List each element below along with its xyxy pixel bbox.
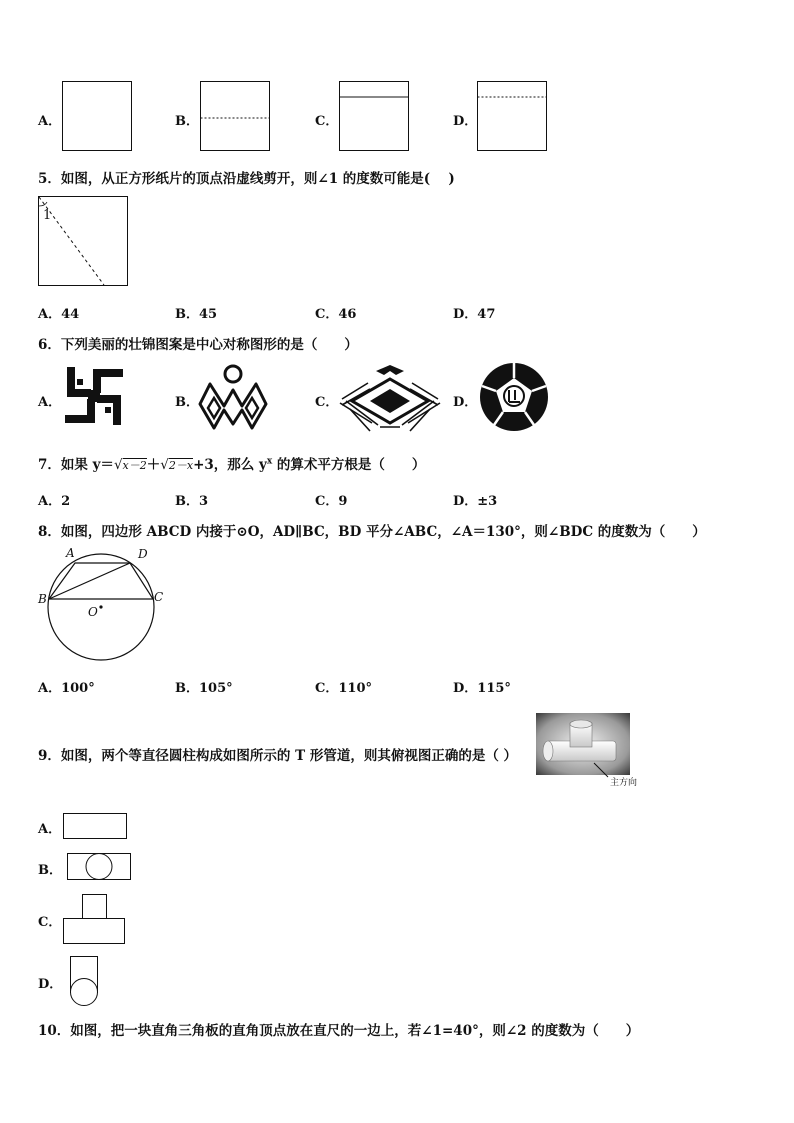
q4-option-a-figure <box>62 81 132 151</box>
q7-question-prefix: 7．如果 y＝ <box>38 457 114 473</box>
q6-option-d-pattern <box>479 362 549 432</box>
q9-option-c-label: C． <box>38 915 62 930</box>
q7-radicand-1: x－2 <box>122 459 147 472</box>
q8-question: 8．如图，四边形 ABCD 内接于⊙O，AD∥BC，BD 平分∠ABC，∠A＝130°，则∠BDC 的度数为（ ） <box>38 524 706 540</box>
q8-label-a: A <box>66 546 75 560</box>
q8-label-b: B <box>38 592 47 606</box>
q6-option-c-pattern <box>340 361 440 433</box>
q6-option-b-label: B． <box>175 395 199 410</box>
q8-label-c: C <box>154 590 164 604</box>
q4-option-b-figure <box>200 81 270 151</box>
q7-question <box>38 453 425 473</box>
q7-option-d: D．±3 <box>453 494 498 509</box>
q6-option-d-label: D． <box>453 395 478 410</box>
q8-circle-figure <box>36 545 166 665</box>
q9-option-a-label: A． <box>38 822 62 837</box>
q8-label-d: D <box>138 547 148 561</box>
q9-question: 9．如图，两个等直径圆柱构成如图所示的 T 形管道，则其俯视图正确的是（ ） <box>38 748 518 764</box>
q4-option-a-label: A． <box>38 114 62 129</box>
q10-question: 10．如图，把一块直角三角板的直角顶点放在直尺的一边上，若∠1=40°，则∠2 的度数为（ ） <box>38 1023 640 1039</box>
q7-option-b: B．3 <box>175 494 209 509</box>
q6-option-a-label: A． <box>38 395 62 410</box>
q7-sqrt-2: √2－x <box>160 457 194 473</box>
q5-option-c: C．46 <box>315 307 357 322</box>
q8-option-c: C．110° <box>315 681 372 696</box>
q7-option-a: A．2 <box>38 494 71 509</box>
q7-plus: ＋ <box>146 457 161 473</box>
q5-square-figure <box>38 196 128 286</box>
q6-question: 6．下列美丽的壮锦图案是中心对称图形的是（ ） <box>38 337 358 353</box>
q7-radicand-2: 2－x <box>168 459 194 472</box>
q4-option-c-figure <box>339 81 409 151</box>
q8-option-d: D．115° <box>453 681 511 696</box>
q4-option-b-label: B． <box>175 114 199 129</box>
q9-t-pipe-photo <box>536 713 630 775</box>
q4-option-c-label: C． <box>315 114 339 129</box>
q4-option-d-figure <box>477 81 547 151</box>
q9-option-c-figure <box>63 894 126 945</box>
q8-option-b: B．105° <box>175 681 233 696</box>
q9-option-d-label: D． <box>38 977 63 992</box>
q8-option-a: A．100° <box>38 681 95 696</box>
q7-question-suffix: +3，那么 y <box>193 457 267 473</box>
q9-direction-label: 主方向 <box>610 778 638 788</box>
q6-option-a-pattern <box>63 365 125 427</box>
q4-option-d-label: D． <box>453 114 478 129</box>
q7-question-end: 的算术平方根是（ ） <box>272 457 426 473</box>
q5-option-a: A．44 <box>38 307 80 322</box>
q8-label-o: O <box>88 605 98 619</box>
q5-option-b: B．45 <box>175 307 218 322</box>
q5-option-d: D．47 <box>453 307 496 322</box>
q7-exponent: x <box>266 456 273 467</box>
q6-option-c-label: C． <box>315 395 339 410</box>
q5-question: 5．如图，从正方形纸片的顶点沿虚线剪开，则∠1 的度数可能是( ) <box>38 171 455 187</box>
q9-option-a-figure <box>63 813 127 840</box>
q7-option-c: C．9 <box>315 494 348 509</box>
q9-option-b-figure <box>67 853 131 880</box>
q5-angle-label: 1 <box>43 208 52 223</box>
q7-sqrt-1: √x－2 <box>113 457 147 473</box>
q9-option-d-figure <box>70 956 100 1006</box>
q6-option-b-pattern <box>200 362 266 430</box>
q9-option-b-label: B． <box>38 863 62 878</box>
